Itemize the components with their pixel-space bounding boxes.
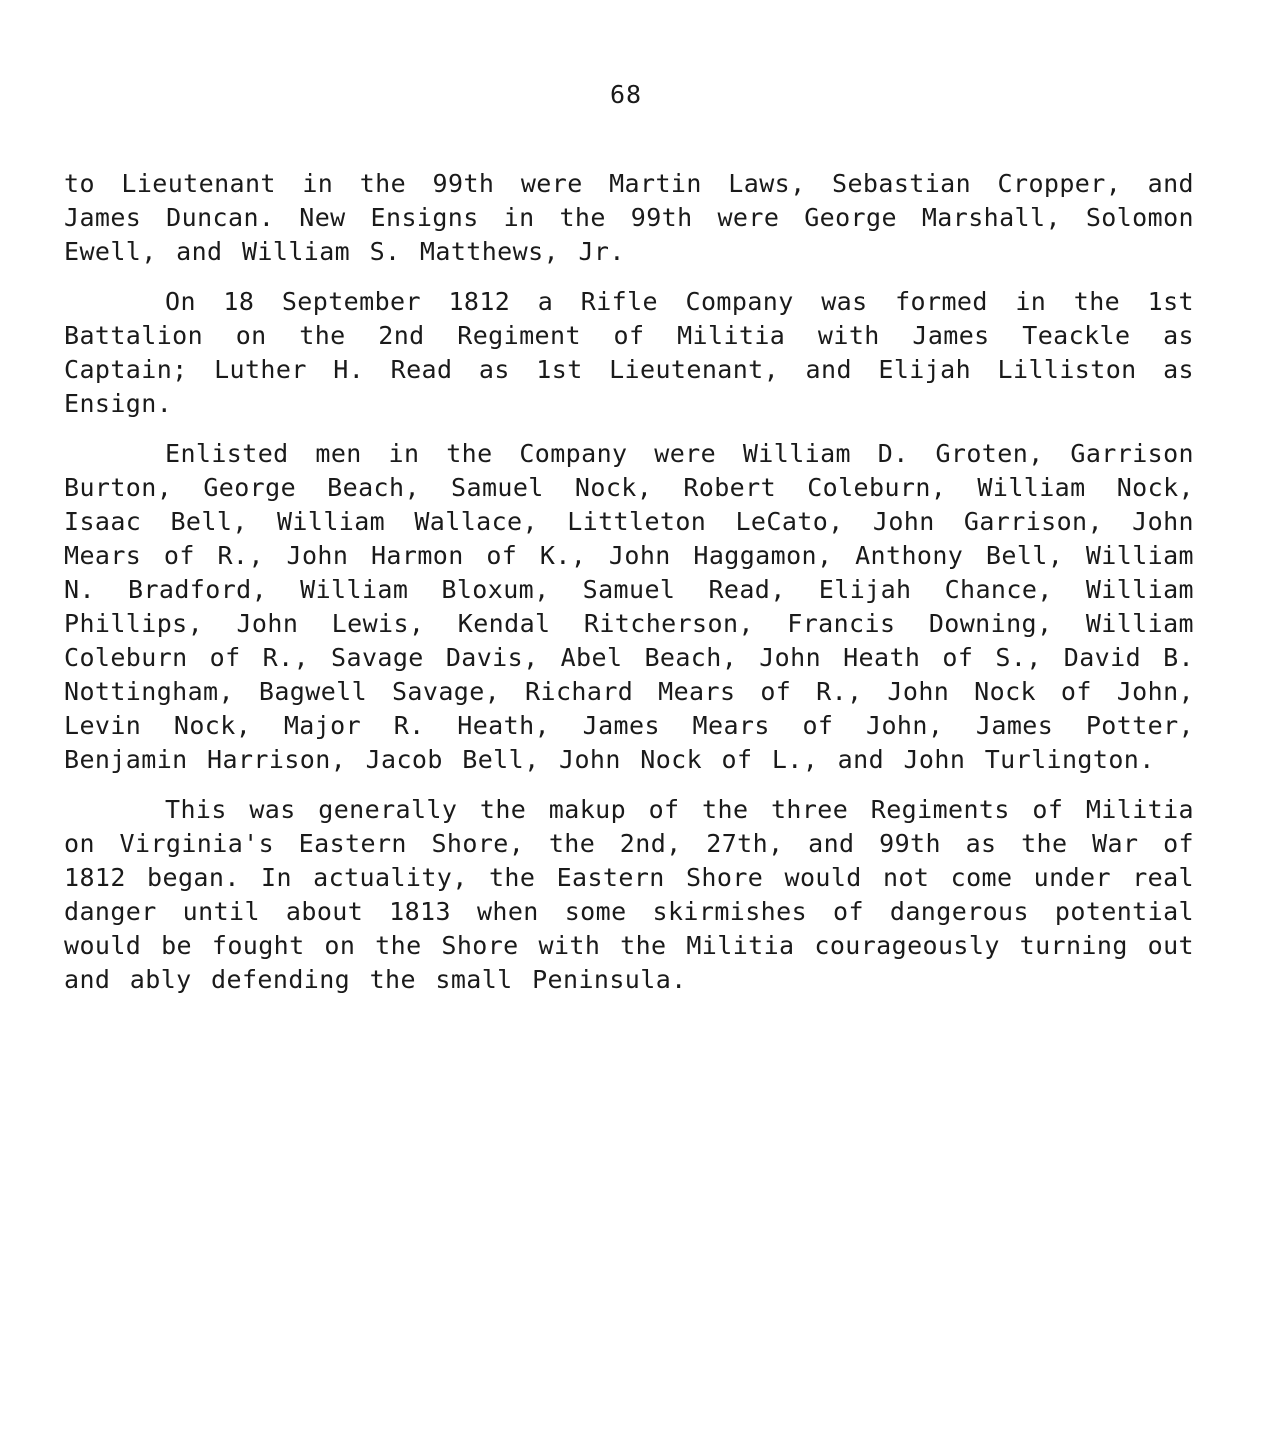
paragraph-enlisted-men: Enlisted men in the Company were William D. Groten, Garrison Burton, George Beach, Samuel Nock, Robert Coleburn, William Nock, Isaac Bell, William Wallace, Littleton LeCato, John Garrison, John Mears of R., John Harmon of K., John Haggamon, Anthony Bell, William N. Bradford, William Bloxum, Samuel Read, Elijah Chance, William Phillips, John Lewis, Kendal Ritcherson, Francis Downing, William Coleburn of R., Savage Davis, Abel Beach, John Heath of S., David B. Nottingham, Bagwell Savage, Richard Mears of R., John Nock of John, Levin Nock, Major R. Heath, James Mears of John, James Potter, Benjamin Harrison, Jacob Bell, John Nock of L., and John Turlington.	[64, 439, 1194, 774]
body-text	[64, 167, 1194, 1013]
paragraph-militia-summary: This was generally the makup of the three Regiments of Militia on Virginia's Eastern Shore, the 2nd, 27th, and 99th as the War of 1812 began. In actuality, the Eastern Shore would not come under real danger until about 1813 when some skirmishes of dangerous potential would be fought on the Shore with the Militia courageously turning out and ably defending the small Peninsula.	[64, 795, 1194, 994]
paragraph-promotions: to Lieutenant in the 99th were Martin Laws, Sebastian Cropper, and James Duncan. New Ensigns in the 99th were George Marshall, Solomon Ewell, and William S. Matthews, Jr.	[64, 169, 1194, 266]
paragraph-rifle-company: On 18 September 1812 a Rifle Company was formed in the 1st Battalion on the 2nd Regiment of Militia with James Teackle as Captain; Luther H. Read as 1st Lieutenant, and Elijah Lilliston as Ensign.	[64, 287, 1194, 418]
page-number: 68	[609, 80, 643, 109]
